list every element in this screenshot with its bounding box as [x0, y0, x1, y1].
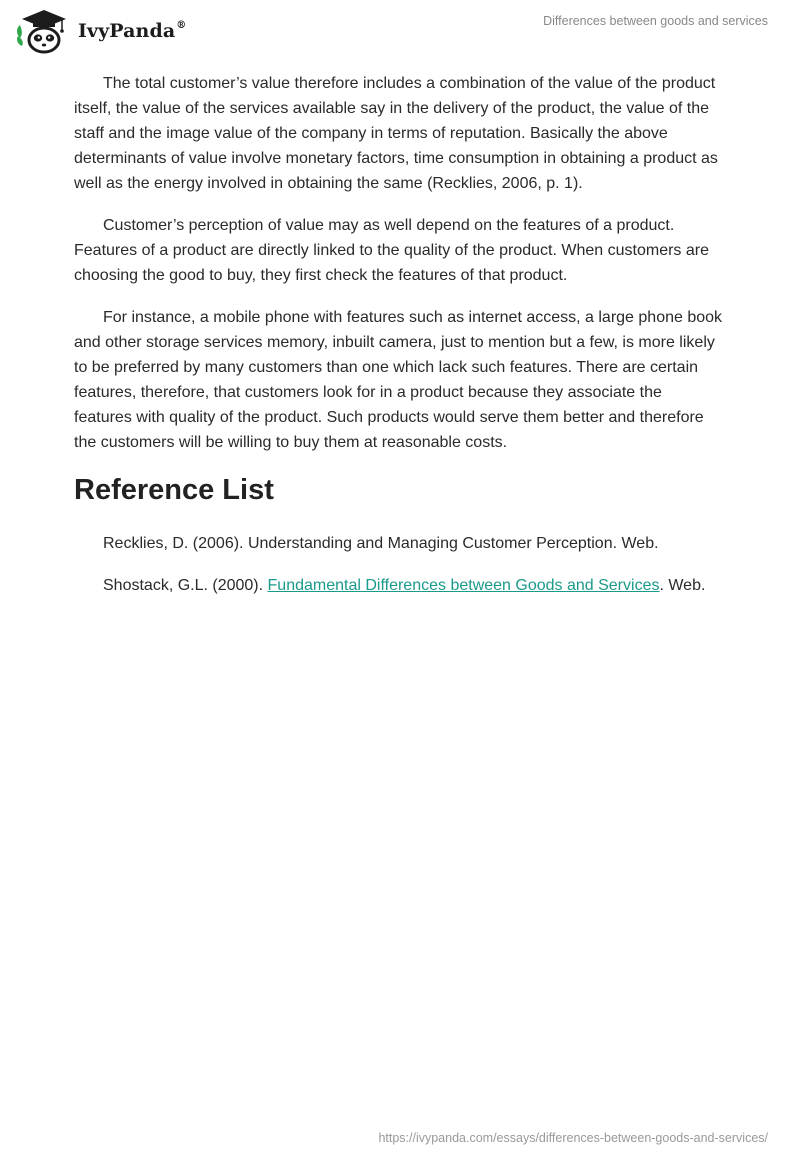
essay-content	[74, 71, 724, 615]
reference-list-heading: Reference List	[74, 474, 274, 506]
ivypanda-logo[interactable]	[14, 8, 186, 54]
reference-item	[74, 573, 724, 598]
logo-wordmark	[78, 20, 186, 42]
reference-prefix: Shostack, G.L. (2000).	[103, 577, 268, 594]
logo-name: IvyPanda	[78, 20, 176, 42]
document-title: Differences between goods and services	[543, 14, 768, 28]
panda-graduate-icon	[14, 8, 72, 54]
body-paragraph: For instance, a mobile phone with features such as internet access, a large phone book and other storage services memory, inbuilt camera, just to mention but a few, is more likely to be preferred by many customers than one which lack such features. There are certain features, therefore, that customers look for in a product because they associate the features with quality of the product. Such products would serve them better and therefore the customers will be willing to buy them at reasonable costs.	[74, 309, 723, 451]
body-paragraph: The total customer’s value therefore includes a combination of the value of the product itself, the value of the services available say in the delivery of the product, the value of the staff and the image value of the company in terms of reputation. Basically the above determinants of value involve monetary factors, time consumption in obtaining a product as well as the energy involved in obtaining the same (Recklies, 2006, p. 1).	[74, 75, 718, 192]
reference-suffix: . Web.	[659, 577, 706, 594]
page-header	[0, 0, 800, 60]
registered-mark: ®	[176, 19, 187, 31]
footer-url: https://ivypanda.com/essays/differences-between-goods-and-services/	[378, 1131, 768, 1145]
body-paragraph: Customer’s perception of value may as well depend on the features of a product. Features of a product are directly linked to the quality of the product. When customers are choosing the good to buy, they first check the features of that product.	[74, 217, 709, 284]
reference-link[interactable]: Fundamental Differences between Goods and Services	[267, 577, 660, 594]
reference-item: Recklies, D. (2006). Understanding and Managing Customer Perception. Web.	[103, 535, 659, 552]
